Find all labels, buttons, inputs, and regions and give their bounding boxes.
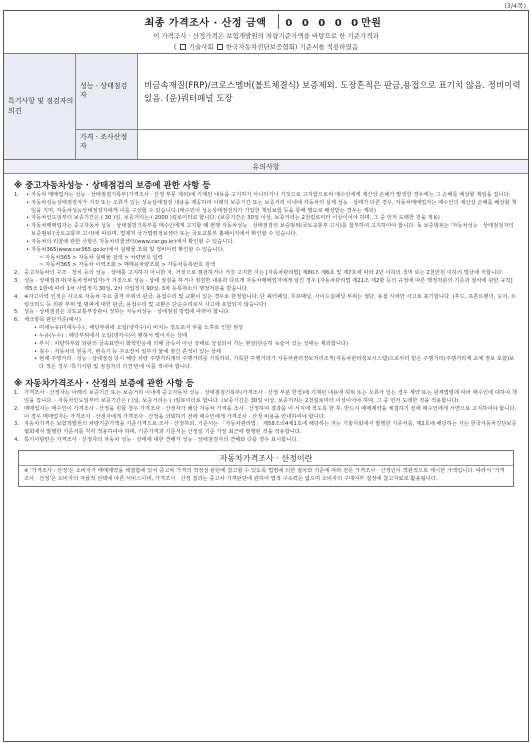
page-number: (3/4쪽): [504, 2, 526, 10]
list-item: 3. 성능 · 상태점검자(자동차정비업자)가 거짓으로 성능 · 상태 점검을 하거나 점검한 내용과 다르게 자동차매매업자에게 알린 경우 [자동차관리법 제21조 제2항 등의 규정에 따른 행정처분의 기준과 절차에 관한 규칙] 제5조 1항에 따라 1차 사업정지 30일, 2차 사업정지 90일, 3차 등록취소의 행정처분을 받습니다.: [14, 278, 513, 292]
header-line1: 이 가격조사 · 산정가격은 보험개발원의 차량기준가액을 바탕으로 한 기준가격과: [153, 32, 379, 40]
list-item: 4. 특기사항란은 가격조사 · 산정자의 자동차 성능 · 상태에 대한 견해가 성능 · 상태점검자의 견해와 다를 경우 표시합니다.: [14, 437, 299, 444]
list-item: 5. 성능 · 상태점검은 국토교통부장관이 정하는 자동차성능 · 상태점검 방법에 따라야 합니다.: [14, 309, 231, 316]
header-line2: ( 기술사회 한국자동차진단보증협회) 기준서를 적용하였음: [173, 43, 359, 51]
list-item: 1. • 자동차 매매업자는 성능 · 상태점검기록부(가격조사 · 산정 부문 제외)에 기재된 내용을 고지하지 아니하거나 거짓으로 고지함으로써 매수인에게 재산상 손해가 발생한 경우에는 그 손해를 배상할 책임을 집니다. • 자동차성능상태점검자가 거짓 또는 오류가 있는 성능상태점검 내용을 제공하여 아래의 보증기간 또는 보증거리 이내에 자동차의 실제 성능 · 상태가 다른 경우, 자동차매매업자는 매수인의 재산상 손해를 배상할 책임을 지며, 자동차성능상태점검자에게 이를 구상할 수 있습니다.(매수인이 성능상태점검자가 가입한 책임보험 등을 통해 별도로 배상받는 경우는 제외) • 자동차인도일부터 보증기간은 ( 30 )일, 보증거리는 ( 2000 )킬로미터로 합니다. (보증기간은 30일 이상, 보증거리는 2천킬로미터 이상이어야 하며, 그 중 먼저 도래한 것을 적용) • 자동차매매업자는 중고자동차 성능 · 상태점검기록부를 매수인에게 고지할 때 현행 자동차성능 · 상태점검의 보증범위(국토교통부 고시)를 첨부하여 고지하여야 합니다. 동 보증범위는 '자동차성능 · 상태점검자의 보증범위'(국토교통부 고시)에 따르며, 법제처 국가법령정보센터 또는 국토교통부 홈페이지에서 확인할 수 있습니다. • 자동차의 리콜에 관한 사항은 자동차리콜센터(www.car.go.kr)에서 확인할 수 있습니다. • 자동차365(www.car365.go.kr)에서 실매물 조회 및 정비이력 확인할 수 있습니다. ~ 자동차365 > 자동차 실매물 검색 > 차량번호 입력 ~ 자동차365 > 자동차 이력조회 > 매매용차량조회 > 자동차등록번호 검색: [14, 192, 517, 269]
list-item: 2. 중고자동차의 구조 · 장치 등의 성능 · 상태를 고지하지 아니한 자, 거짓으로 점검하거나 거짓 고지한 자는 [자동차관리법] 제80조 제6호 및 제7호에 따라 2년 이하의 징역 또는 2천만원 이하의 벌금에 처합니다.: [14, 270, 504, 277]
appraiser-opinion-row: [76, 130, 528, 159]
final-price-title: 최종 가격조사 · 산정 금액 0 0 0 0 0만원: [4, 14, 528, 29]
appraisal-info-box: [18, 450, 514, 487]
price-header: [4, 11, 528, 54]
section2-title: ※ 자동차가격조사 · 산정의 보증에 관한 사항 등: [14, 379, 195, 390]
special-notes-label: 특기사항 및 점검자의 의견: [4, 54, 76, 159]
checkbox-diagnosis-association[interactable]: [217, 44, 223, 50]
bullet-icon: •: [25, 223, 30, 230]
amount-box: [278, 14, 387, 29]
list-item: 6. 체크항목 판단기준(예시) • 미세누유(미세누수) : 해당부위에 오일(냉각수)이 비치는 정도로서 부품 노후로 인한 현상 • 누유(누수) : 해당부위에서 오일(냉각수)이 맺혀서 떨어지는 상태 • 부식 : 차량하부와 외판의 금속표면이 화학반응에 의해 금속이 아닌 상태로 상실되어 가는 현상(단순히 녹슬어 있는 상태는 제외합니다) • 침수 : 자동차의 원동기, 변속기 등 주요장치 일부가 물에 잠긴 흔적이 있는 상태 • 현재 주행거리 : 성능 · 상태점검 당시 해당 차량 주행거리계의 주행거리를 기록하되, 기록한 주행거리가 자동차관리정보처리조직(자동차관리정보시스템)으로부터 받은 주행거리(주행거리계 교체 정보 포함)보다 적은 경우 '특기사항 및 점검자의 의견'란에 이를 적어야 합니다.: [14, 317, 515, 371]
info-box-text: ※ '가격조사 · 산정'은 소비자가 매매계약을 체결함에 있어 중고차 가격의 적정성 판단에 참고할 수 있도록 법령에 의한 절차와 기준에 따라 전문 가격조사 · 산정인이 객관적으로 제시한 가액입니다. 따라서 '가격조사 · 산정'은 소비자의 자율적 선택에 따른 서비스이며, 가격조사 · 산정 결과는 중고차 가격판단에 관하여 법적 구속력은 없으며 소비자의 구매여부 결정에 참고자료로 활용됩니다.: [24, 467, 505, 482]
list-item: 1. 가격조사 · 산정자는 아래의 보증기간 또는 보증거리 이내에 중고자동차 성능 · 상태점검기록부(가격조사 · 산정 부분 한정)에 기재된 내용에 허위 또는 오류가 있는 경우 계약 또는 관계법령에 따라 매수인에 대하여 책임을 집니다. · 자동차인도일부터 보증기간은 ( )일, 보증거리는 ( )킬로미터로 합니다. (보증기간은 30일 이상, 보증거리는 2천킬로미터 이상이어야 하며, 그 중 먼저 도래한 것을 적용합니다): [14, 390, 517, 404]
checkbox-technician-society[interactable]: [180, 44, 186, 50]
list-item: 3. 자동차가격은 보험개발원의 차량기준가액을 기준가격으로 조사 · 산정하되, 기준서는 「자동차관리법」 제58조의4제1호에 해당하는 자는 기술사회에서 발행한 기준서를, 제2호에 해당하는 자는 한국자동차진단보증협회에서 발행한 기준서를 각각 적용하여야 하며, 기준가격과 기준서는 산정일 기준 가장 최근에 발행된 것을 적용합니다.: [14, 421, 517, 436]
bullet-icon: •: [25, 246, 30, 253]
bullet-icon: •: [33, 340, 38, 347]
section1-title: ※ 중고자동차성능 · 상태점검의 보증에 관한 사항 등: [14, 181, 211, 191]
notice-title: 유의사항: [4, 160, 528, 174]
bullet-icon: •: [33, 356, 38, 363]
info-box-title: 자동차가격조사 · 산정이란: [19, 451, 513, 466]
inspector-opinion-row: [76, 54, 528, 130]
list-item: 2. 매매업자는 매수인이 가격조사 · 산정을 원할 경우 가격조사 · 산정자가 해당 자동차 가격을 조사 · 산정하여 결과를 이 서식에 적도록 한 후, 반드시 매매계약을 체결하기 전에 매수인에게 서면으로 고지하여야 합니다. 이 경우 매매업자는 가격조사 · 산정자에게 가격조사 · 산정을 의뢰하기 전에 매수인에게 가격조사 · 산정 비용을 안내하여야 합니다.: [14, 405, 517, 420]
bullet-icon: •: [33, 332, 38, 339]
amount-digits: 0 0 0 0 0: [285, 18, 362, 29]
bullet-icon: •: [25, 238, 30, 245]
section2-content: [4, 390, 528, 445]
appraiser-label: 가격 · 조사산정자: [76, 130, 138, 159]
bullet-icon: •: [25, 215, 30, 222]
inspector-opinion: 비금속재질(FRP)/크로스멤버(볼트체결식) 보증제외. 도장흔적은 판금,용접으로 표기치 않음. 정비이력있음. (운)쿼터패널 도장: [144, 81, 521, 104]
bullet-icon: •: [25, 192, 30, 198]
form-frame: [3, 10, 529, 742]
inspector-label: 성능 · 상태점검자: [76, 54, 138, 129]
bullet-icon: •: [33, 348, 38, 355]
appraiser-opinion: [138, 130, 528, 159]
section1-content: [4, 192, 528, 372]
bullet-icon: •: [33, 325, 38, 332]
amount-unit: 만원: [361, 18, 382, 29]
bullet-icon: •: [25, 199, 30, 206]
special-notes-section: [4, 54, 528, 160]
list-item: 4. ※사고이력 인정은 사고로 자동차 주요 골격 부위의 판금, 용접수리 및 교환이 있는 경우로 한정합니다. 단 쿼터패널, 루프패널, 사이드실패널 부위는 절단, 용접 시에만 사고로 표기합니다. (후드, 프론트펜더, 도어, 트렁크리드 등 외판 부위 및 범퍼에 대한 판금, 용접수리 및 교환은 단순수리로서 사고에 포함되지 않습니다): [14, 293, 516, 308]
